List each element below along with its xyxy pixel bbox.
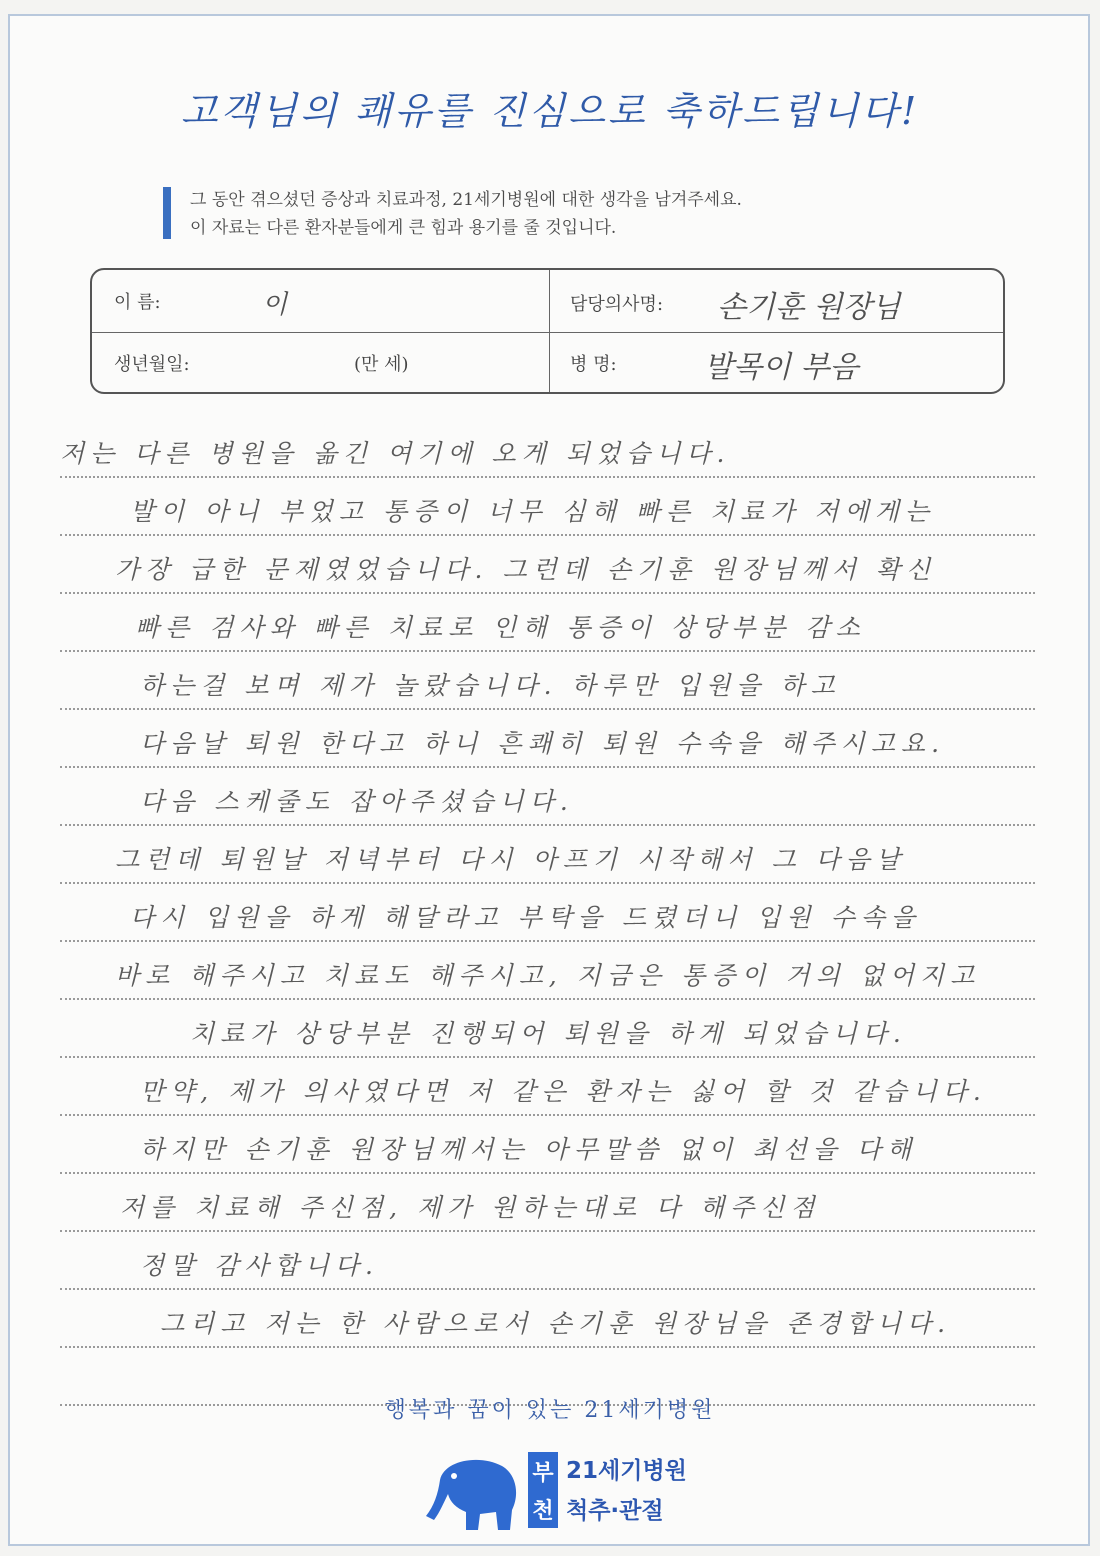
letter-line xyxy=(60,768,1035,826)
letter-line-text: 치료가 상당부분 진행되어 퇴원을 하게 되었습니다. xyxy=(190,1019,907,1048)
letter-line-text: 빠른 검사와 빠른 치료로 인해 통증이 상당부분 감소 xyxy=(135,613,866,642)
intro-text xyxy=(190,186,742,242)
letter-line xyxy=(60,826,1035,884)
intro-accent-bar xyxy=(163,187,171,239)
hospital-specialty: 척추·관절 xyxy=(566,1498,664,1524)
letter-line-text: 하지만 손기훈 원장님께서는 아무말씀 없이 최선을 다해 xyxy=(140,1135,918,1164)
letter-line xyxy=(60,1290,1035,1348)
disease-value: 발목이 부음 xyxy=(704,350,859,385)
letter-line-text: 다시 입원을 하게 해달라고 부탁을 드렸더니 입원 수속을 xyxy=(130,903,922,932)
letter-line-text: 다음 스케줄도 잡아주셨습니다. xyxy=(140,787,574,816)
letter-line xyxy=(60,884,1035,942)
letter-line-text: 그런데 퇴원날 저녁부터 다시 아프기 시작해서 그 다음날 xyxy=(115,845,907,874)
page-title: 고객님의 쾌유를 진심으로 축하드립니다! xyxy=(180,89,920,133)
age-label: (만 세) xyxy=(354,354,409,375)
letter-line xyxy=(60,710,1035,768)
hospital-logo xyxy=(420,1450,690,1532)
letter-line xyxy=(60,420,1035,478)
doctor-value: 손기훈 원장님 xyxy=(717,290,901,325)
letter-line-text: 하는걸 보며 제가 놀랐습니다. 하루만 입원을 하고 xyxy=(140,671,841,700)
letter-line-text: 가장 급한 문제였었습니다. 그런데 손기훈 원장님께서 확신 xyxy=(115,555,937,584)
letter-line xyxy=(60,478,1035,536)
letter-body xyxy=(60,420,1035,1406)
letter-line xyxy=(60,1174,1035,1232)
letter-line xyxy=(60,1232,1035,1290)
badge-bottom-char: 천 xyxy=(532,1498,554,1524)
letter-line-text: 발이 아니 부었고 통증이 너무 심해 빠른 치료가 저에게는 xyxy=(130,497,936,526)
letter-line xyxy=(60,652,1035,710)
patient-info-box xyxy=(90,268,1005,394)
intro-line-1: 그 동안 겪으셨던 증상과 치료과정, 21세기병원에 대한 생각을 남겨주세요. xyxy=(190,190,742,210)
name-value: 이 xyxy=(262,290,288,320)
letter-line xyxy=(60,1000,1035,1058)
info-box-divider-h xyxy=(92,332,1003,333)
letter-line-text: 만약, 제가 의사였다면 저 같은 환자는 싫어 할 것 같습니다. xyxy=(140,1077,987,1106)
location-badge xyxy=(528,1452,558,1528)
letter-line-text: 저를 치료해 주신점, 제가 원하는대로 다 해주신점 xyxy=(120,1193,821,1222)
footer-slogan: 행복과 꿈이 있는 21세기병원 xyxy=(384,1398,716,1423)
elephant-icon xyxy=(420,1450,524,1532)
letter-line-text: 그리고 저는 한 사람으로서 손기훈 원장님을 존경합니다. xyxy=(160,1309,952,1338)
letter-line xyxy=(60,1116,1035,1174)
letter-line xyxy=(60,1058,1035,1116)
letter-line xyxy=(60,536,1035,594)
hospital-name: 21세기병원 xyxy=(566,1458,687,1484)
letter-line xyxy=(60,942,1035,1000)
letter-line-text: 정말 감사합니다. xyxy=(140,1251,379,1280)
doctor-label: 담당의사명: xyxy=(570,294,664,315)
letter-line-text: 저는 다른 병원을 옮긴 여기에 오게 되었습니다. xyxy=(60,439,731,468)
letter-line-text: 바로 해주시고 치료도 해주시고, 지금은 통증이 거의 없어지고 xyxy=(115,961,981,990)
badge-top-char: 부 xyxy=(532,1460,554,1486)
birth-label: 생년월일: xyxy=(114,354,190,375)
info-box-divider-v xyxy=(549,270,550,392)
disease-label: 병 명: xyxy=(570,354,617,375)
letter-line xyxy=(60,594,1035,652)
name-label: 이 름: xyxy=(114,292,161,313)
letter-line-text: 다음날 퇴원 한다고 하니 흔쾌히 퇴원 수속을 해주시고요. xyxy=(140,729,946,758)
intro-line-2: 이 자료는 다른 환자분들에게 큰 힘과 용기를 줄 것입니다. xyxy=(190,218,617,238)
